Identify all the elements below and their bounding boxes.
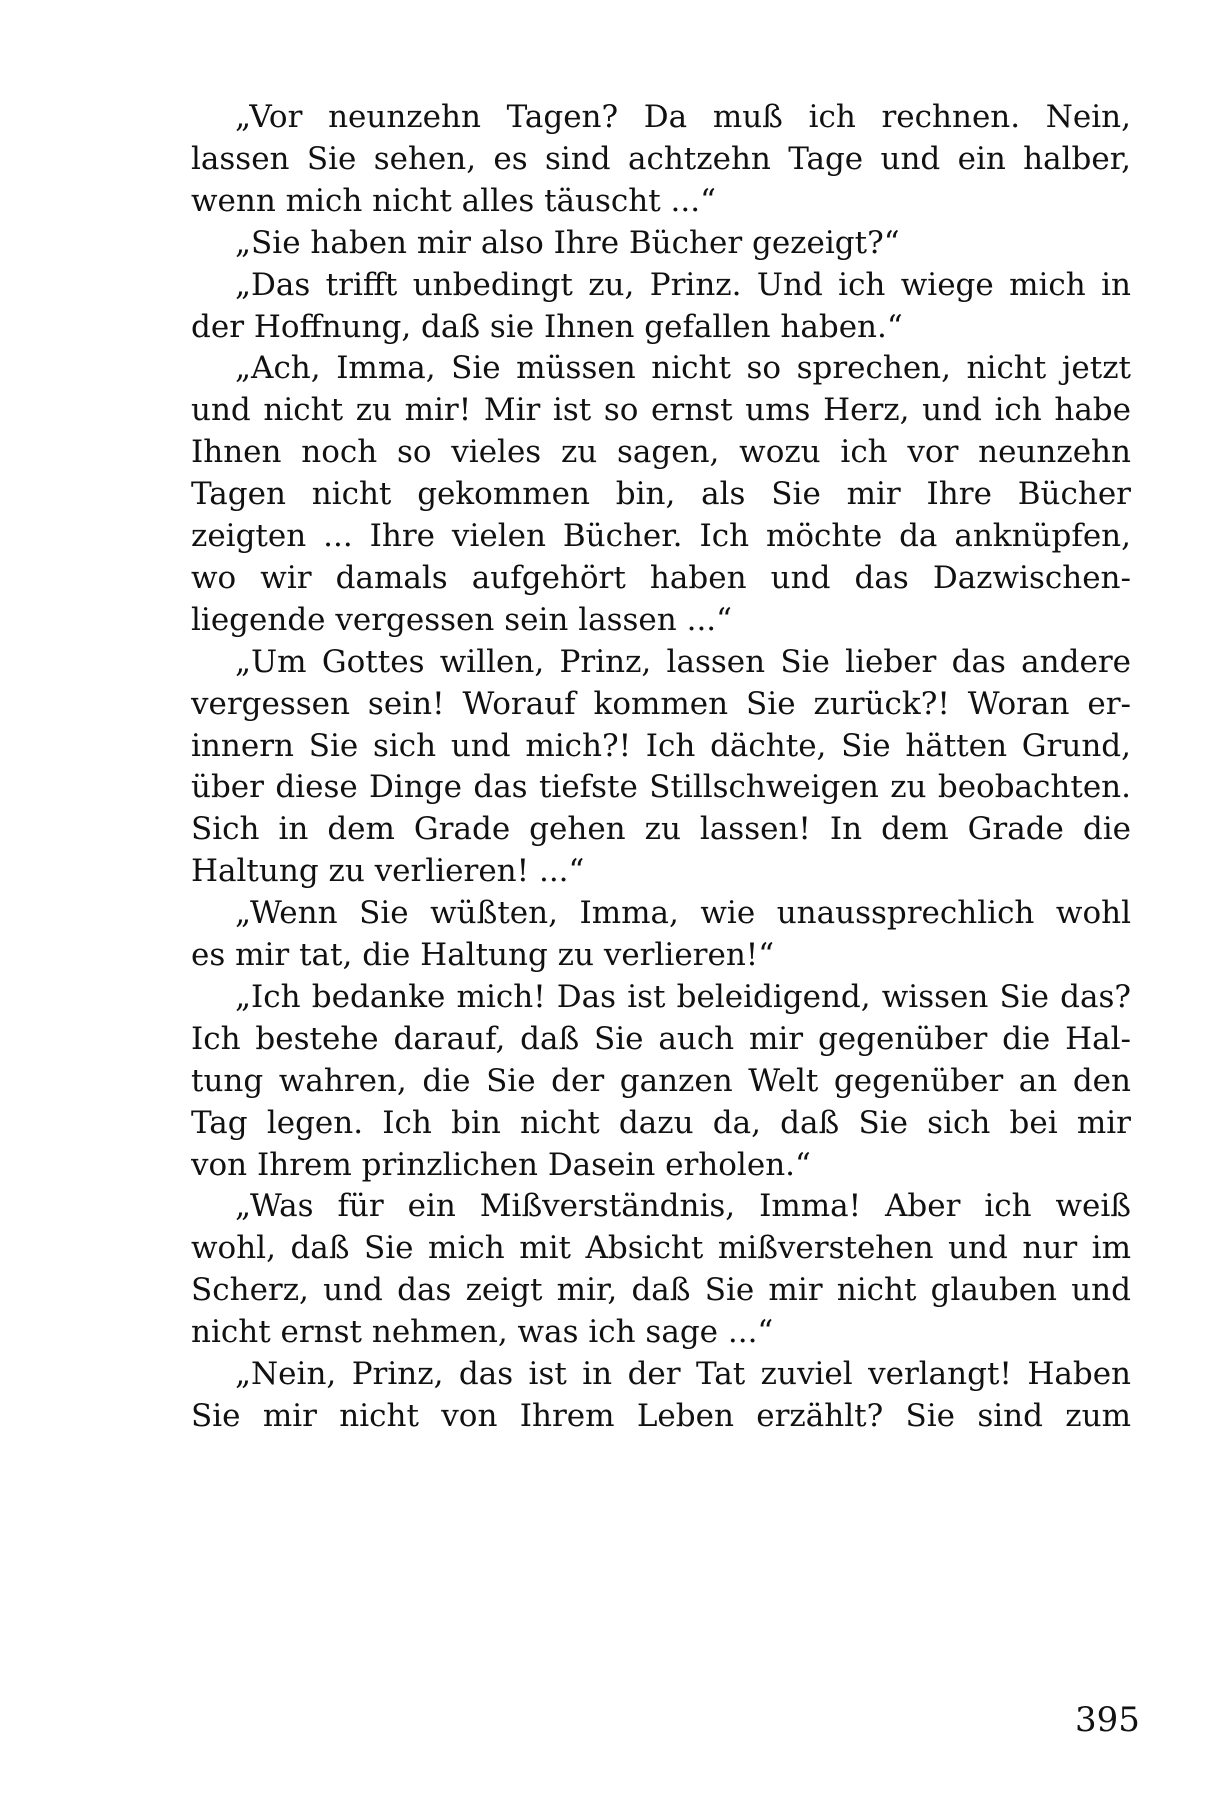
text-line: der Hoffnung, daß sie Ihnen gefallen haben.“ [191, 308, 903, 345]
text-line: Tag legen. Ich bin nicht dazu da, daß Sie sich bei mir [191, 1104, 1131, 1141]
text-line: Sie mir nicht von Ihrem Leben erzählt? Sie sind zum [191, 1397, 1131, 1434]
text-line: Ich bestehe darauf, daß Sie auch mir gegenüber die Hal- [191, 1020, 1131, 1057]
text-line: wo wir damals aufgehört haben und das Dazwischen- [191, 559, 1131, 596]
text-line: Sich in dem Grade gehen zu lassen! In dem Grade die [191, 811, 1131, 848]
text-line: „Das trifft unbedingt zu, Prinz. Und ich wiege mich in [235, 266, 1131, 303]
text-line: „Wenn Sie wüßten, Imma, wie unaussprechlich wohl [235, 895, 1131, 932]
text-line: Ihnen noch so vieles zu sagen, wozu ich vor neunzehn [191, 434, 1131, 471]
text-line: „Ich bedanke mich! Das ist beleidigend, wissen Sie das? [235, 978, 1131, 1015]
text-line: lassen Sie sehen, es sind achtzehn Tage und ein halber, [191, 140, 1131, 177]
text-line: Haltung zu verlieren! ...“ [191, 853, 585, 890]
text-line: tung wahren, die Sie der ganzen Welt gegenüber an den [191, 1062, 1131, 1099]
text-line: zeigten ... Ihre vielen Bücher. Ich möchte da anknüpfen, [191, 518, 1131, 554]
text-line: „Sie haben mir also Ihre Bücher gezeigt?“ [235, 224, 900, 261]
text-line: „Was für ein Mißverständnis, Imma! Aber ich weiß [235, 1188, 1131, 1225]
text-line: Tagen nicht gekommen bin, als Sie mir Ihre Bücher [191, 476, 1131, 513]
text-line: von Ihrem prinzlichen Dasein erholen.“ [191, 1146, 811, 1183]
text-line: „Vor neunzehn Tagen? Da muß ich rechnen. Nein, [235, 99, 1131, 135]
text-line: wenn mich nicht alles täuscht ...“ [191, 182, 716, 219]
page-number: 395 [1075, 1700, 1140, 1740]
text-line: „Um Gottes willen, Prinz, lassen Sie lieber das andere [235, 643, 1131, 680]
text-line: und nicht zu mir! Mir ist so ernst ums Herz, und ich habe [191, 392, 1131, 429]
text-line: „Nein, Prinz, das ist in der Tat zuviel verlangt! Haben [235, 1356, 1131, 1392]
text-line: vergessen sein! Worauf kommen Sie zurück?! Woran er- [191, 685, 1131, 722]
text-line: es mir tat, die Haltung zu verlieren!“ [191, 937, 775, 973]
text-line: Scherz, und das zeigt mir, daß Sie mir nicht glauben und [191, 1272, 1131, 1309]
text-line: wohl, daß Sie mich mit Absicht mißverstehen und nur im [191, 1230, 1131, 1267]
text-line: über diese Dinge das tiefste Stillschweigen zu beobachten. [191, 769, 1131, 806]
text-line: nicht ernst nehmen, was ich sage ...“ [191, 1314, 774, 1351]
text-line: innern Sie sich und mich?! Ich dächte, Sie hätten Grund, [191, 727, 1131, 764]
text-line: „Ach, Imma, Sie müssen nicht so sprechen, nicht jetzt [235, 350, 1131, 387]
text-line: liegende vergessen sein lassen ...“ [191, 601, 733, 638]
